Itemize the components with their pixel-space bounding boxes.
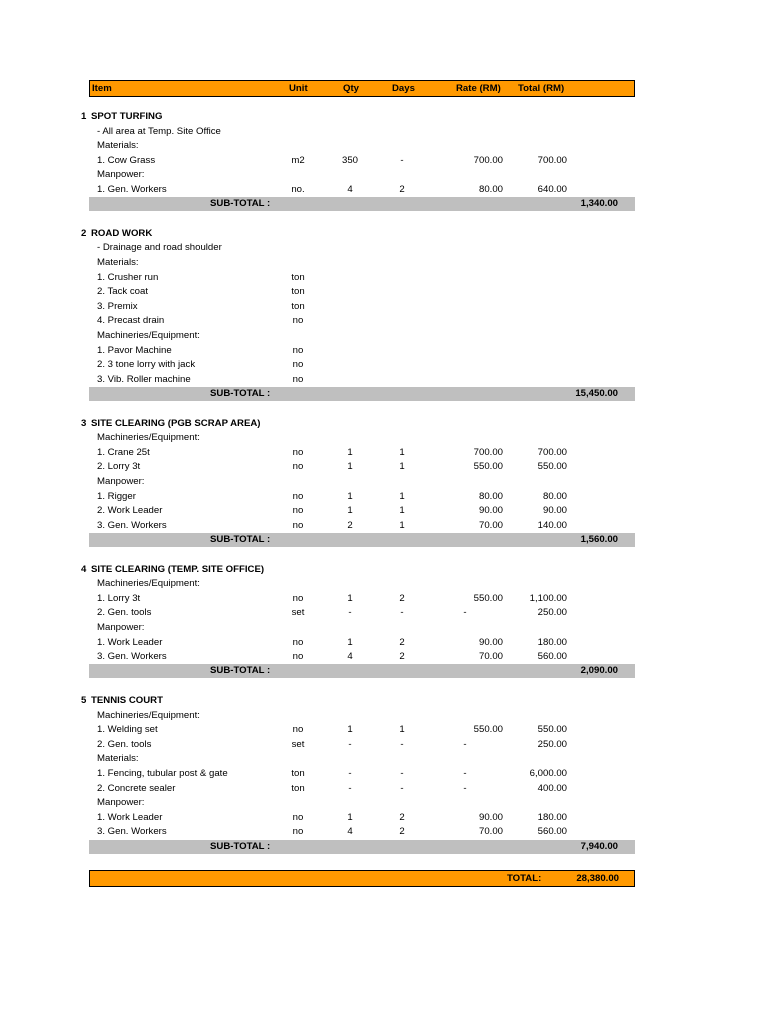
table-row bbox=[0, 125, 768, 139]
row-total: 80.00 bbox=[542, 490, 567, 502]
section-title-row bbox=[0, 417, 768, 431]
row-unit: no bbox=[292, 519, 304, 531]
table-row bbox=[0, 782, 768, 796]
subtotal-value: 7,940.00 bbox=[580, 840, 618, 852]
row-qty: 1 bbox=[347, 592, 353, 604]
row-description: Machineries/Equipment: bbox=[97, 432, 200, 444]
row-unit: no. bbox=[291, 184, 305, 195]
row-qty: - bbox=[348, 738, 352, 750]
row-description: Materials: bbox=[97, 753, 139, 765]
grand-total-value: 28,380.00 bbox=[576, 872, 619, 884]
row-description: 1. Work Leader bbox=[97, 811, 163, 823]
row-days: 1 bbox=[399, 446, 405, 458]
row-days: 2 bbox=[399, 184, 405, 195]
table-row bbox=[0, 154, 768, 168]
row-description: 1. Cow Grass bbox=[97, 154, 156, 166]
row-total: 560.00 bbox=[537, 651, 567, 663]
row-description: 3. Vib. Roller machine bbox=[97, 373, 191, 385]
table-row bbox=[0, 504, 768, 518]
row-description: Materials: bbox=[97, 257, 139, 268]
row-unit: ton bbox=[291, 300, 305, 312]
section-title-row bbox=[0, 227, 768, 241]
row-description: 3. Gen. Workers bbox=[97, 651, 167, 663]
table-row bbox=[0, 752, 768, 766]
subtotal-label: SUB-TOTAL : bbox=[210, 840, 271, 852]
section-title: TENNIS COURT bbox=[91, 695, 163, 706]
row-description: 3. Premix bbox=[97, 300, 138, 312]
row-total: 550.00 bbox=[537, 724, 567, 736]
row-description: 3. Gen. Workers bbox=[97, 519, 167, 531]
section-title: SPOT TURFING bbox=[91, 111, 163, 122]
row-qty: 1 bbox=[347, 505, 353, 517]
subtotal-row bbox=[89, 533, 635, 547]
table-row bbox=[0, 300, 768, 314]
row-qty: 1 bbox=[347, 446, 353, 458]
section-number: 4 bbox=[81, 563, 87, 575]
table-row bbox=[0, 344, 768, 358]
row-total: 640.00 bbox=[537, 184, 567, 195]
row-description: 1. Crane 25t bbox=[97, 446, 150, 458]
header-item: Item bbox=[92, 83, 112, 94]
row-unit: no bbox=[292, 724, 304, 736]
row-qty: 350 bbox=[341, 154, 358, 166]
row-rate: 550.00 bbox=[473, 461, 503, 473]
row-description: 1. Pavor Machine bbox=[97, 344, 172, 356]
row-days: 1 bbox=[399, 724, 405, 736]
table-row bbox=[0, 168, 768, 182]
subtotal-row bbox=[89, 387, 635, 401]
row-rate: - bbox=[463, 782, 467, 794]
row-unit: ton bbox=[291, 271, 305, 283]
row-rate: 90.00 bbox=[478, 636, 503, 648]
table-row bbox=[0, 650, 768, 664]
row-qty: - bbox=[348, 607, 352, 619]
row-days: - bbox=[400, 607, 404, 619]
row-days: 2 bbox=[399, 592, 405, 604]
table-row bbox=[0, 606, 768, 620]
section-title: SITE CLEARING (TEMP. SITE OFFICE) bbox=[91, 563, 265, 575]
row-description: 2. Work Leader bbox=[97, 505, 163, 517]
row-total: 180.00 bbox=[537, 811, 567, 823]
row-description: 2. Gen. tools bbox=[97, 738, 152, 750]
row-description: - Drainage and road shoulder bbox=[97, 242, 222, 254]
row-total: 700.00 bbox=[537, 154, 567, 166]
row-unit: no bbox=[292, 651, 304, 663]
table-row bbox=[0, 431, 768, 445]
row-unit: no bbox=[292, 446, 304, 458]
row-rate: 550.00 bbox=[473, 592, 503, 604]
row-days: 2 bbox=[399, 651, 405, 663]
row-unit: no bbox=[292, 636, 304, 648]
table-row bbox=[0, 636, 768, 650]
row-rate: 70.00 bbox=[478, 826, 503, 838]
table-row bbox=[0, 738, 768, 752]
row-description: 1. Fencing, tubular post & gate bbox=[97, 768, 228, 779]
row-rate: 90.00 bbox=[478, 505, 503, 517]
row-unit: no bbox=[292, 315, 304, 327]
row-unit: set bbox=[291, 738, 305, 750]
row-qty: 1 bbox=[347, 461, 353, 473]
row-qty: - bbox=[348, 768, 352, 779]
section-number: 3 bbox=[81, 417, 87, 429]
subtotal-value: 15,450.00 bbox=[575, 387, 618, 399]
row-days: 2 bbox=[399, 826, 405, 838]
row-description: Machineries/Equipment: bbox=[97, 330, 200, 341]
table-row bbox=[0, 811, 768, 825]
subtotal-value: 1,560.00 bbox=[580, 533, 618, 545]
row-total: 90.00 bbox=[542, 505, 567, 517]
row-total: 250.00 bbox=[537, 607, 567, 619]
row-days: 2 bbox=[399, 811, 405, 823]
header-total: Total (RM) bbox=[518, 83, 565, 94]
row-description: Materials: bbox=[97, 140, 139, 152]
row-rate: 700.00 bbox=[473, 154, 503, 166]
row-unit: m2 bbox=[291, 154, 305, 166]
row-days: 2 bbox=[399, 636, 405, 648]
row-rate: 700.00 bbox=[473, 446, 503, 458]
subtotal-row bbox=[89, 840, 635, 854]
table-row bbox=[0, 314, 768, 328]
table-row bbox=[0, 621, 768, 635]
table-row bbox=[0, 796, 768, 810]
table-header bbox=[89, 80, 635, 97]
subtotal-label: SUB-TOTAL : bbox=[210, 198, 271, 210]
row-rate: 550.00 bbox=[473, 724, 503, 736]
row-total: 550.00 bbox=[537, 461, 567, 473]
row-rate: 80.00 bbox=[478, 490, 503, 502]
row-description: 2. Concrete sealer bbox=[97, 782, 176, 794]
row-description: Manpower: bbox=[97, 169, 145, 181]
row-description: 2. Tack coat bbox=[97, 286, 149, 298]
table-row bbox=[0, 592, 768, 606]
table-row bbox=[0, 256, 768, 270]
subtotal-label: SUB-TOTAL : bbox=[210, 387, 271, 399]
row-qty: 2 bbox=[347, 519, 353, 531]
row-qty: 4 bbox=[347, 651, 353, 663]
row-days: - bbox=[400, 782, 404, 794]
row-total: 700.00 bbox=[537, 446, 567, 458]
section-title: SITE CLEARING (PGB SCRAP AREA) bbox=[91, 417, 261, 429]
subtotal-row bbox=[89, 197, 635, 211]
table-row bbox=[0, 271, 768, 285]
row-rate: 70.00 bbox=[478, 519, 503, 531]
row-unit: ton bbox=[291, 782, 305, 794]
section-title-row bbox=[0, 694, 768, 708]
table-row bbox=[0, 241, 768, 255]
row-total: 180.00 bbox=[537, 636, 567, 648]
row-days: 1 bbox=[399, 490, 405, 502]
row-total: 400.00 bbox=[537, 782, 567, 794]
header-unit: Unit bbox=[289, 83, 308, 94]
row-description: 4. Precast drain bbox=[97, 315, 165, 327]
row-description: 1. Work Leader bbox=[97, 636, 163, 648]
header-days: Days bbox=[392, 83, 415, 94]
row-description: 2. Lorry 3t bbox=[97, 461, 141, 473]
row-description: Machineries/Equipment: bbox=[97, 709, 200, 721]
row-qty: 1 bbox=[347, 636, 353, 648]
table-row bbox=[0, 825, 768, 839]
row-days: 1 bbox=[399, 505, 405, 517]
row-days: - bbox=[400, 154, 404, 166]
row-rate: - bbox=[463, 768, 467, 779]
subtotal-label: SUB-TOTAL : bbox=[210, 665, 271, 677]
row-total: 250.00 bbox=[537, 738, 567, 750]
row-description: 1. Rigger bbox=[97, 490, 136, 502]
section-title: ROAD WORK bbox=[91, 227, 153, 239]
row-description: 1. Welding set bbox=[97, 724, 158, 736]
table-row bbox=[0, 285, 768, 299]
table-row bbox=[0, 723, 768, 737]
row-description: Machineries/Equipment: bbox=[97, 578, 200, 590]
subtotal-value: 2,090.00 bbox=[580, 665, 618, 677]
row-description: 3. Gen. Workers bbox=[97, 826, 167, 838]
row-total: 140.00 bbox=[537, 519, 567, 531]
row-unit: no bbox=[292, 373, 304, 385]
row-qty: 1 bbox=[347, 811, 353, 823]
row-description: 2. 3 tone lorry with jack bbox=[97, 359, 196, 371]
section-title-row bbox=[0, 563, 768, 577]
header-rate: Rate (RM) bbox=[456, 83, 501, 94]
row-rate: - bbox=[463, 738, 467, 750]
header-qty: Qty bbox=[343, 83, 359, 94]
row-rate: - bbox=[463, 607, 467, 619]
table-row bbox=[0, 577, 768, 591]
table-row bbox=[0, 767, 768, 781]
section-title-row bbox=[0, 110, 768, 124]
table-row bbox=[0, 183, 768, 197]
row-days: - bbox=[400, 738, 404, 750]
section-number: 5 bbox=[81, 695, 87, 706]
subtotal-row bbox=[89, 664, 635, 678]
row-unit: ton bbox=[291, 286, 305, 298]
row-total: 560.00 bbox=[537, 826, 567, 838]
row-description: 1. Crusher run bbox=[97, 271, 159, 283]
row-unit: no bbox=[292, 359, 304, 371]
table-row bbox=[0, 358, 768, 372]
row-unit: no bbox=[292, 461, 304, 473]
row-description: Manpower: bbox=[97, 797, 145, 809]
table-row bbox=[0, 446, 768, 460]
row-qty: - bbox=[348, 782, 352, 794]
table-row bbox=[0, 475, 768, 489]
row-unit: ton bbox=[291, 768, 305, 779]
row-rate: 80.00 bbox=[478, 184, 503, 195]
row-qty: 1 bbox=[347, 490, 353, 502]
row-unit: no bbox=[292, 505, 304, 517]
table-row bbox=[0, 139, 768, 153]
grand-total-label: TOTAL: bbox=[507, 872, 542, 884]
section-number: 2 bbox=[81, 227, 87, 239]
row-qty: 4 bbox=[347, 184, 353, 195]
row-unit: no bbox=[292, 826, 304, 838]
table-row bbox=[0, 373, 768, 387]
row-unit: no bbox=[292, 344, 304, 356]
row-total: 1,100.00 bbox=[529, 592, 567, 604]
row-unit: no bbox=[292, 811, 304, 823]
subtotal-value: 1,340.00 bbox=[580, 198, 618, 210]
section-number: 1 bbox=[81, 111, 87, 122]
row-rate: 90.00 bbox=[478, 811, 503, 823]
row-qty: 4 bbox=[347, 826, 353, 838]
table-row bbox=[0, 709, 768, 723]
row-total: 6,000.00 bbox=[529, 768, 567, 779]
grand-total-row bbox=[89, 870, 635, 887]
row-description: 2. Gen. tools bbox=[97, 607, 152, 619]
table-row bbox=[0, 490, 768, 504]
row-description: Manpower: bbox=[97, 476, 145, 487]
row-description: 1. Gen. Workers bbox=[97, 184, 167, 195]
row-description: - All area at Temp. Site Office bbox=[97, 125, 221, 137]
table-row bbox=[0, 329, 768, 343]
row-description: 1. Lorry 3t bbox=[97, 592, 141, 604]
row-description: Manpower: bbox=[97, 622, 145, 633]
table-row bbox=[0, 519, 768, 533]
row-unit: no bbox=[292, 490, 304, 502]
row-qty: 1 bbox=[347, 724, 353, 736]
row-days: - bbox=[400, 768, 404, 779]
subtotal-label: SUB-TOTAL : bbox=[210, 533, 271, 545]
row-unit: no bbox=[292, 592, 304, 604]
row-rate: 70.00 bbox=[478, 651, 503, 663]
row-days: 1 bbox=[399, 461, 405, 473]
row-unit: set bbox=[291, 607, 305, 619]
table-row bbox=[0, 460, 768, 474]
row-days: 1 bbox=[399, 519, 405, 531]
